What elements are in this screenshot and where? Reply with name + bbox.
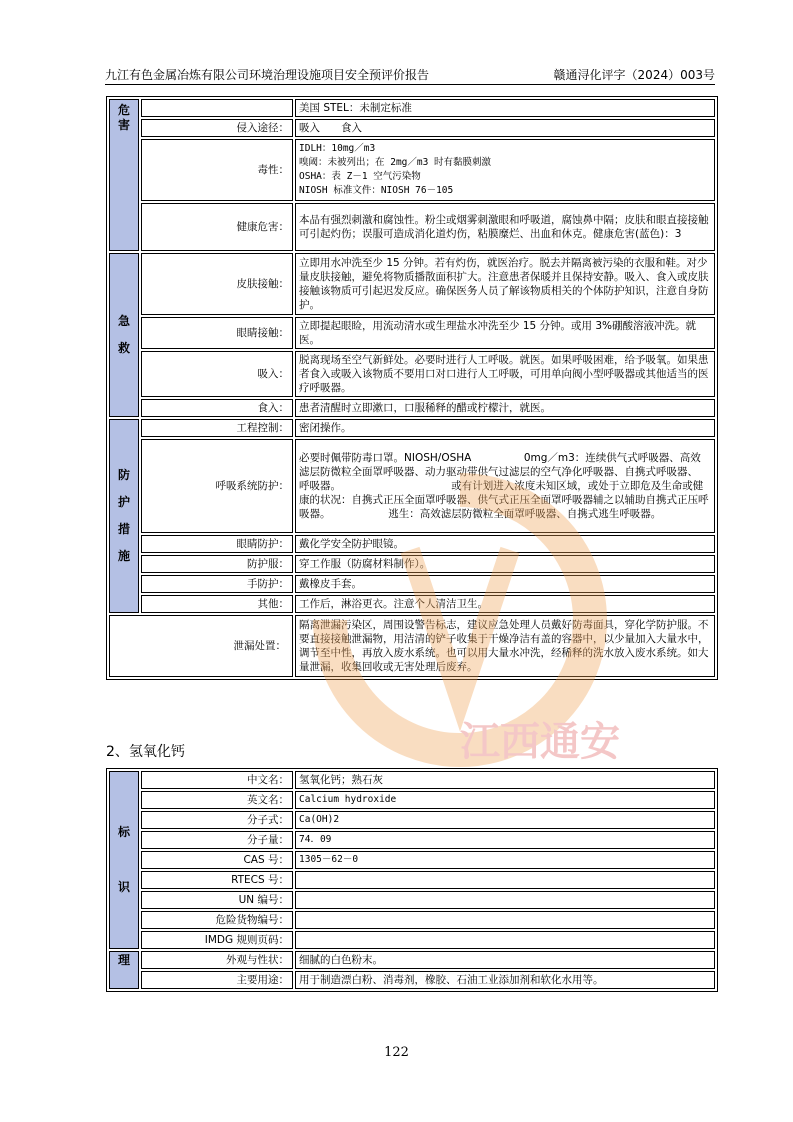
health-label: 健康危害： — [141, 203, 293, 251]
page-number: 122 — [384, 1045, 409, 1060]
eye-contact-value: 立即提起眼睑，用流动清水或生理盐水冲洗至少 15 分钟。或用 3%硼酸溶液冲洗。就医。 — [295, 317, 715, 349]
engineering-label: 工程控制： — [141, 419, 293, 437]
formula-label: 分子式： — [141, 811, 293, 829]
english-name-value: Calcium hydroxide — [295, 791, 715, 809]
body-protection-value: 穿工作服（防腐材料制作）。 — [295, 555, 715, 573]
rtecs-value — [295, 871, 715, 889]
skin-value: 立即用水冲洗至少 15 分钟。若有灼伤，就医治疗。脱去并隔离被污染的衣服和鞋。对少量皮肤接触，避免将物质播散面积扩大。注意患者保暖并且保持安静。吸入、食入或皮肤接触该物质可引起迟发反应。确保医务人员了解该物质相关的个体防护知识，注意自身防护。 — [295, 253, 715, 315]
eye-protection-label: 眼睛防护： — [141, 535, 293, 553]
cas-value: 1305－62－0 — [295, 851, 715, 869]
eye-contact-label: 眼睛接触： — [141, 317, 293, 349]
molecular-weight-label: 分子量： — [141, 831, 293, 849]
header-report-number: 赣通浔化评字（2024）003号 — [553, 68, 715, 82]
category-hazard — [109, 99, 139, 251]
other-value: 工作后，淋浴更衣。注意个人清洁卫生。 — [295, 595, 715, 613]
chinese-name-value: 氢氧化钙；熟石灰 — [295, 771, 715, 789]
toxicity-value — [295, 139, 715, 201]
imdg-label: IMDG 规则页码： — [141, 931, 293, 949]
route-label: 侵入途径： — [141, 119, 293, 137]
category-char: 害 — [117, 118, 130, 132]
spill-value: 隔离泄漏污染区，周围设警告标志，建议应急处理人员戴好防毒面具，穿化学防护服。不要直接接触泄漏物，用洁清的铲子收集于干燥净洁有盖的容器中，以少量加入大量水中，调节至中性，再放入废水系统。也可以用大量水冲洗，经稀释的洗水放入废水系统。如大量泄漏，收集回收或无害处理后废弃。 — [295, 615, 715, 677]
toxicity-line: OSHA：表 Z－1 空气污染物 — [299, 171, 421, 182]
category-char: 救 — [117, 341, 130, 355]
appearance-value: 细腻的白色粉末。 — [295, 951, 715, 969]
un-number-value — [295, 891, 715, 909]
route-value: 吸入 食入 — [295, 119, 715, 137]
category-char: 标 — [117, 825, 130, 839]
identification-table — [106, 768, 718, 992]
toxicity-line: NIOSH 标准文件：NIOSH 76－105 — [299, 185, 454, 196]
hazard-table — [106, 96, 756, 680]
toxicity-label: 毒性： — [141, 139, 293, 201]
main-use-value: 用于制造漂白粉、消毒剂，橡胶、石油工业添加剂和软化水用等。 — [295, 971, 715, 989]
chinese-name-label: 中文名： — [141, 771, 293, 789]
dangerous-goods-value — [295, 911, 715, 929]
category-char: 施 — [117, 549, 130, 563]
formula-value: Ca(OH)2 — [295, 811, 715, 829]
spill-label: 泄漏处置： — [109, 615, 293, 677]
english-name-label: 英文名： — [141, 791, 293, 809]
respiratory-value: 必要时佩带防毒口罩。NIOSH/OSHA 0mg／m3：连续供气式呼吸器、高效滤层防微粒全面罩呼吸器、动力驱动带供气过滤层的空气净化呼吸器、自携式呼吸器、 呼吸器。 或有计划进入浓度未知区域，或处于立即危及生命或健康的状况：自携式正压全面罩呼吸器、供气式正压全面罩呼吸器辅之以辅助自携式正压呼吸器。 逃生：高效滤层防微粒全面罩呼吸器、自携式逃生呼吸器。 — [295, 439, 715, 533]
header-rule — [105, 84, 715, 85]
rtecs-label: RTECS 号： — [141, 871, 293, 889]
eye-protection-value: 戴化学安全防护眼镜。 — [295, 535, 715, 553]
category-char: 识 — [117, 880, 130, 894]
category-property — [109, 951, 139, 989]
watermark-text: 江西通安 — [460, 719, 620, 765]
inhalation-value: 脱离现场至空气新鲜处。必要时进行人工呼吸。就医。如果呼吸困难，给予吸氧。如果患者食入或吸入该物质不要用口对口进行人工呼吸，可用单向阀小型呼吸器或其他适当的医疗呼吸器。 — [295, 351, 715, 397]
hand-protection-value: 戴橡皮手套。 — [295, 575, 715, 593]
dangerous-goods-label: 危险货物编号： — [141, 911, 293, 929]
category-char: 护 — [117, 495, 130, 509]
ingestion-value: 患者清醒时立即漱口，口服稀释的醋或柠檬汁，就医。 — [295, 399, 715, 417]
cas-label: CAS 号： — [141, 851, 293, 869]
empty-label — [141, 99, 293, 117]
respiratory-label: 呼吸系统防护： — [141, 439, 293, 533]
category-protection — [109, 419, 139, 613]
health-value: 本品有强烈刺激和腐蚀性。粉尘或烟雾刺激眼和呼吸道，腐蚀鼻中隔；皮肤和眼直接接触可引起灼伤；误服可造成消化道灼伤，粘膜糜烂、出血和休克。健康危害(蓝色)：3 — [295, 203, 715, 251]
category-char: 防 — [117, 468, 130, 482]
skin-label: 皮肤接触： — [141, 253, 293, 315]
category-char: 理 — [117, 953, 130, 967]
molecular-weight-value: 74．09 — [295, 831, 715, 849]
toxicity-line: IDLH：10mg／m3 — [299, 143, 376, 154]
inhalation-label: 吸入： — [141, 351, 293, 397]
category-identification — [109, 771, 139, 949]
appearance-label: 外观与性状： — [141, 951, 293, 969]
page-header — [105, 64, 715, 82]
main-use-label: 主要用途： — [141, 971, 293, 989]
category-char: 措 — [117, 522, 130, 536]
other-label: 其他： — [141, 595, 293, 613]
header-report-title: 九江有色金属冶炼有限公司环境治理设施项目安全预评价报告 — [105, 68, 430, 82]
stel-value: 美国 STEL：未制定标准 — [295, 99, 715, 117]
ingestion-label: 食入： — [141, 399, 293, 417]
category-char: 急 — [117, 314, 130, 328]
engineering-value: 密闭操作。 — [295, 419, 715, 437]
category-first-aid — [109, 253, 139, 417]
un-number-label: UN 编号： — [141, 891, 293, 909]
hand-protection-label: 手防护： — [141, 575, 293, 593]
category-char: 危 — [117, 103, 130, 117]
toxicity-line: 嗅阈：未被列出；在 2mg／m3 时有黏膜刺激 — [299, 157, 492, 168]
section-title-calcium-hydroxide: 2、氢氧化钙 — [106, 744, 185, 760]
body-protection-label: 防护服： — [141, 555, 293, 573]
imdg-value — [295, 931, 715, 949]
